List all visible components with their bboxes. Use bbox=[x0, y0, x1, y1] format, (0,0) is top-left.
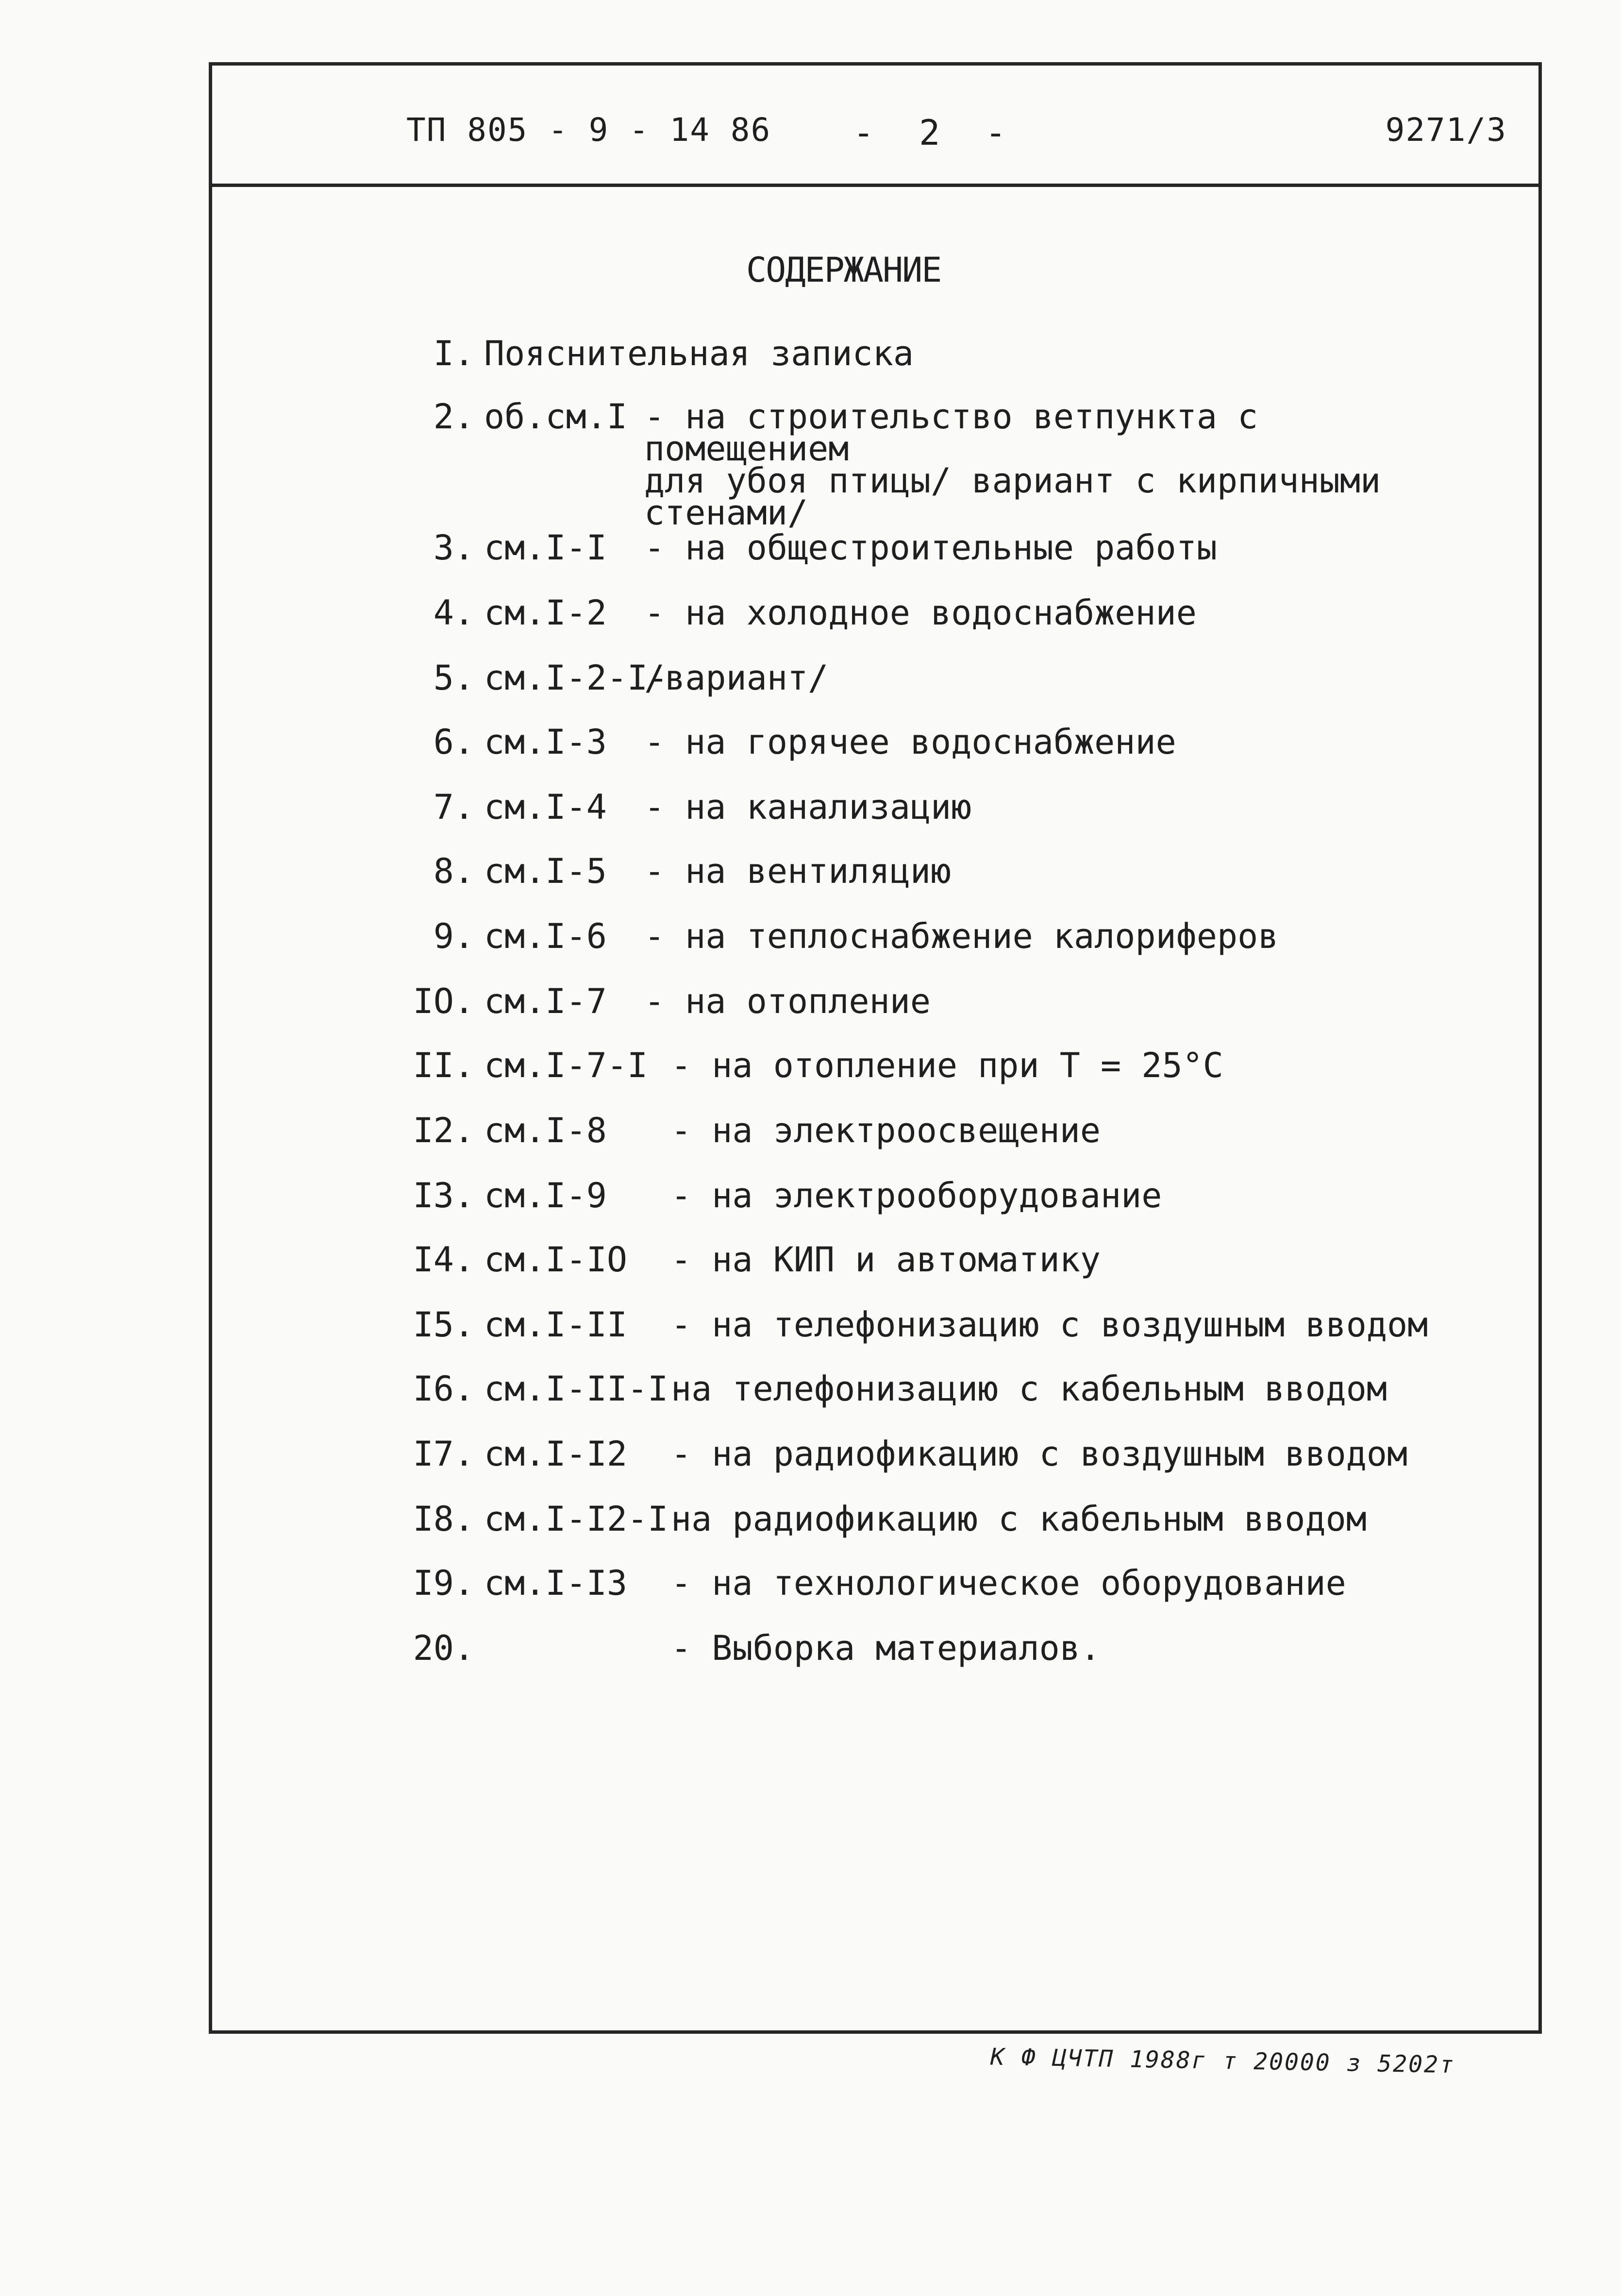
item-description: - на электрооборудование bbox=[671, 1176, 1162, 1216]
sheet-number: 9271/3 bbox=[1385, 111, 1507, 149]
item-number: I7. bbox=[413, 1434, 474, 1474]
item-number: I8. bbox=[413, 1499, 474, 1539]
item-code: см.I-5 bbox=[484, 851, 607, 891]
item-code: см.I-I3 bbox=[484, 1563, 628, 1603]
item-description: - на КИП и автоматику bbox=[671, 1240, 1101, 1280]
item-code: см.I-II-I- bbox=[484, 1369, 689, 1409]
item-code: см.I-7-I bbox=[484, 1046, 648, 1085]
item-description: - на отопление bbox=[644, 981, 931, 1021]
page-title: СОДЕРЖАНИЕ bbox=[746, 250, 941, 290]
item-description: - на технологическое оборудование bbox=[671, 1563, 1346, 1603]
item-code: см.I-6 bbox=[484, 916, 607, 956]
item-description: - на отопление при Т = 25°С bbox=[671, 1046, 1223, 1085]
item-description: на телефонизацию с кабельным вводом bbox=[671, 1369, 1387, 1409]
item-description: - Выборка материалов. bbox=[671, 1628, 1101, 1668]
item-code: об.см.I bbox=[484, 397, 628, 437]
item-code: см.I-I2-I- bbox=[484, 1499, 689, 1539]
item-number: 7. bbox=[433, 787, 474, 827]
item-number: II. bbox=[413, 1046, 474, 1085]
item-description: - на радиофикацию с воздушным вводом bbox=[671, 1434, 1408, 1474]
page-number: - 2 - bbox=[853, 112, 1007, 153]
item-description: - на теплоснабжение калориферов bbox=[644, 916, 1279, 956]
item-code: см.I-2-I- bbox=[484, 658, 668, 698]
item-number: I. bbox=[433, 334, 474, 373]
item-code: см.I-II bbox=[484, 1305, 628, 1345]
item-number: 6. bbox=[433, 722, 474, 762]
item-number: I4. bbox=[413, 1240, 474, 1280]
item-number: I5. bbox=[413, 1305, 474, 1345]
item-code: см.I-9 bbox=[484, 1176, 607, 1216]
document-code: ТП 805 - 9 - 14 86 bbox=[406, 111, 771, 149]
item-description: - на горячее водоснабжение bbox=[644, 722, 1176, 762]
item-code: см.I-I2 bbox=[484, 1434, 628, 1474]
item-description: - на общестроительные работы bbox=[644, 528, 1218, 568]
item-code: см.I-3 bbox=[484, 722, 607, 762]
item-description: - на строительство ветпункта с помещением для убоя птицы/ вариант с кирпичными стенами/ bbox=[644, 397, 1381, 533]
item-code: см.I-8 bbox=[484, 1111, 607, 1150]
item-code: см.I-7 bbox=[484, 981, 607, 1021]
header-divider bbox=[212, 184, 1538, 187]
item-code: Пояснительная записка bbox=[484, 334, 914, 373]
item-code: см.I-I bbox=[484, 528, 607, 568]
item-number: 20. bbox=[413, 1628, 474, 1668]
item-number: 5. bbox=[433, 658, 474, 698]
item-number: I6. bbox=[413, 1369, 474, 1409]
item-description: на радиофикацию с кабельным вводом bbox=[671, 1499, 1367, 1539]
item-description: - на вентиляцию bbox=[644, 851, 952, 891]
item-number: I9. bbox=[413, 1563, 474, 1603]
item-code: см.I-IO bbox=[484, 1240, 628, 1280]
item-description: /вариант/ bbox=[644, 658, 829, 698]
item-description: - на телефонизацию с воздушным вводом bbox=[671, 1305, 1428, 1345]
item-number: 8. bbox=[433, 851, 474, 891]
item-code: см.I-2 bbox=[484, 593, 607, 633]
item-number: 4. bbox=[433, 593, 474, 633]
item-number: I3. bbox=[413, 1176, 474, 1216]
item-description: - на холодное водоснабжение bbox=[644, 593, 1197, 633]
item-description: - на электроосвещение bbox=[671, 1111, 1101, 1150]
item-code: см.I-4 bbox=[484, 787, 607, 827]
item-number: I2. bbox=[413, 1111, 474, 1150]
item-number: 2. bbox=[433, 397, 474, 437]
item-number: 9. bbox=[433, 916, 474, 956]
page-frame bbox=[209, 62, 1542, 2034]
item-description: - на канализацию bbox=[644, 787, 972, 827]
print-stamp: К Ф ЦЧТП 1988г т 20000 з 5202т bbox=[990, 2043, 1455, 2079]
item-number: IO. bbox=[413, 981, 474, 1021]
item-number: 3. bbox=[433, 528, 474, 568]
